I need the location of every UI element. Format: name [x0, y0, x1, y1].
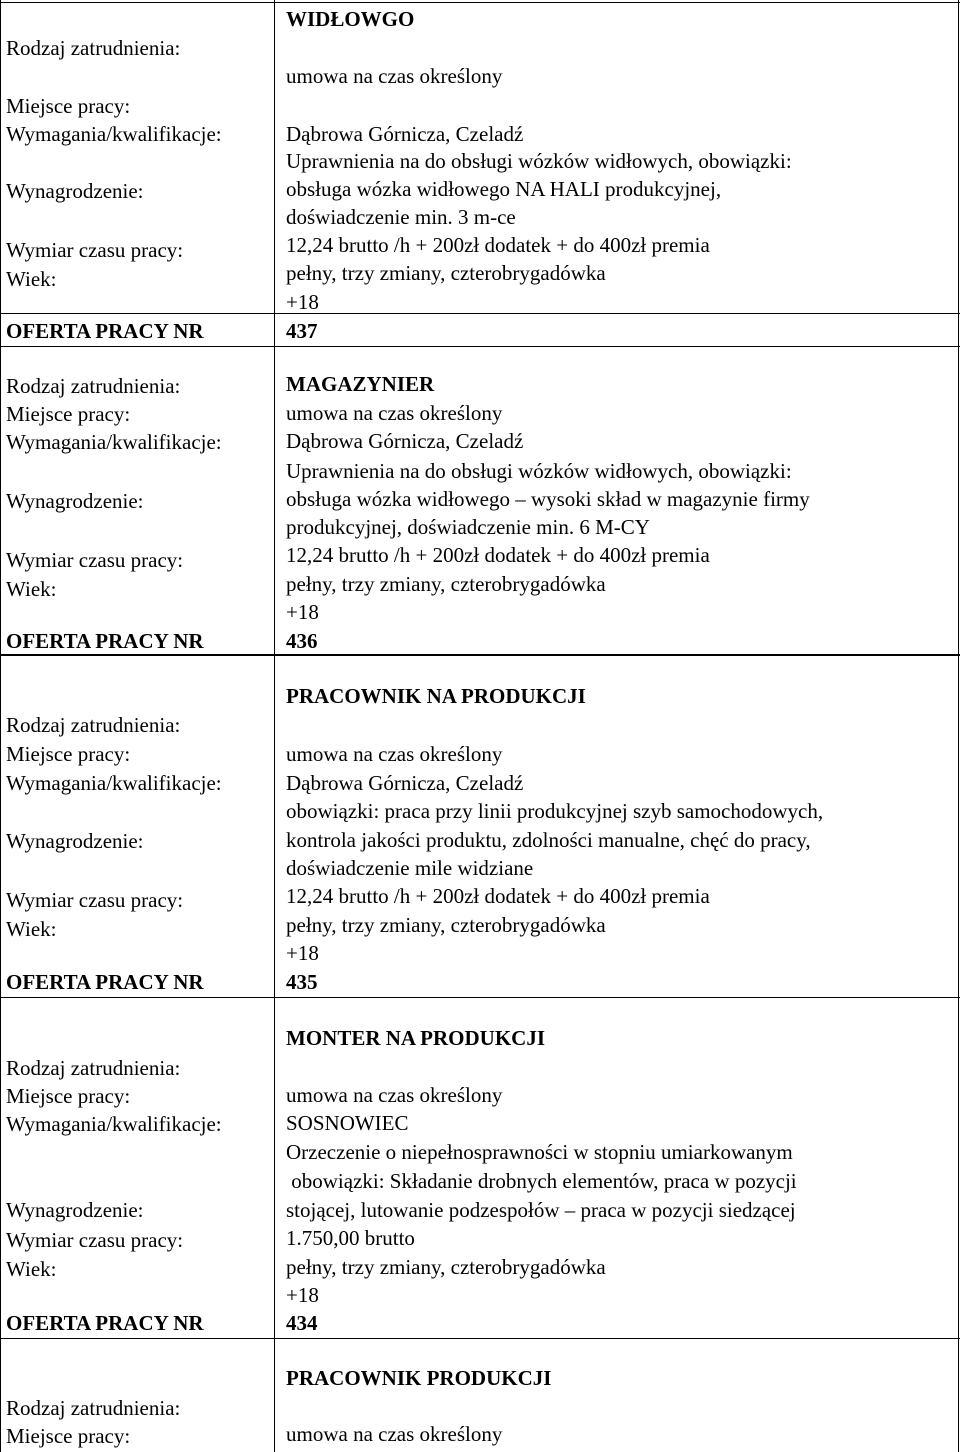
label-rodzaj: Rodzaj zatrudnienia:	[6, 1396, 181, 1420]
offer-wiek-value: +18	[286, 600, 319, 624]
label-rodzaj: Rodzaj zatrudnienia:	[6, 374, 181, 398]
offer-rodzaj-value: umowa na czas określony	[286, 64, 503, 88]
offer-wymagania-line: obsługa wózka widłowego – wysoki skład w magazynie firmy	[286, 487, 810, 511]
label-wymiar: Wymiar czasu pracy:	[6, 888, 184, 912]
row-divider	[0, 313, 960, 314]
label-wynagrodzenie: Wynagrodzenie:	[6, 829, 144, 853]
label-rodzaj: Rodzaj zatrudnienia:	[6, 713, 181, 737]
label-wymagania: Wymagania/kwalifikacje:	[6, 430, 222, 454]
offer-wymiar-value: pełny, trzy zmiany, czterobrygadówka	[286, 572, 606, 596]
row-divider	[0, 346, 960, 347]
offer-number-label: OFERTA PRACY NR	[6, 1311, 204, 1335]
offer-wymiar-value: pełny, trzy zmiany, czterobrygadówka	[286, 261, 606, 285]
offer-wynagrodzenie-value: 12,24 brutto /h + 200zł dodatek + do 400zł premia	[286, 884, 710, 908]
offer-wymagania-line: obsługa wózka widłowego NA HALI produkcyjnej,	[286, 177, 722, 201]
right-border	[958, 0, 959, 1452]
label-wynagrodzenie: Wynagrodzenie:	[6, 179, 144, 203]
label-wymiar: Wymiar czasu pracy:	[6, 238, 184, 262]
offer-wymagania-line: doświadczenie mile widziane	[286, 856, 534, 880]
offer-wiek-value: +18	[286, 290, 319, 314]
offer-wynagrodzenie-value: 12,24 brutto /h + 200zł dodatek + do 400zł premia	[286, 233, 710, 257]
row-divider	[0, 1338, 960, 1339]
label-wymiar: Wymiar czasu pracy:	[6, 1228, 184, 1252]
label-wymagania: Wymagania/kwalifikacje:	[6, 771, 222, 795]
label-wymiar: Wymiar czasu pracy:	[6, 548, 184, 572]
offer-wynagrodzenie-value: 12,24 brutto /h + 200zł dodatek + do 400zł premia	[286, 543, 710, 567]
offer-wymiar-value: pełny, trzy zmiany, czterobrygadówka	[286, 1255, 606, 1279]
label-wymagania: Wymagania/kwalifikacje:	[6, 1112, 222, 1136]
offer-miejsce-value: SOSNOWIEC	[286, 1111, 409, 1135]
offer-miejsce-value: Dąbrowa Górnicza, Czeladź	[286, 122, 524, 146]
offer-wymagania-line: doświadczenie min. 3 m-ce	[286, 205, 516, 229]
left-border	[0, 0, 1, 1452]
label-miejsce: Miejsce pracy:	[6, 94, 131, 118]
label-miejsce: Miejsce pracy:	[6, 402, 131, 426]
offer-title: MONTER NA PRODUKCJI	[286, 1026, 546, 1050]
row-divider	[0, 2, 960, 3]
offer-wymagania-line: Orzeczenie o niepełnosprawności w stopniu umiarkowanym	[286, 1140, 793, 1164]
label-wynagrodzenie: Wynagrodzenie:	[6, 1198, 144, 1222]
offer-title: PRACOWNIK NA PRODUKCJI	[286, 684, 586, 708]
offer-title: MAGAZYNIER	[286, 372, 435, 396]
offer-wymiar-value: pełny, trzy zmiany, czterobrygadówka	[286, 913, 606, 937]
offer-wiek-value: +18	[286, 941, 319, 965]
label-miejsce: Miejsce pracy:	[6, 742, 131, 766]
offer-wiek-value: +18	[286, 1283, 319, 1307]
label-wiek: Wiek:	[6, 1257, 57, 1281]
offer-number: 437	[286, 319, 318, 343]
offer-rodzaj-value: umowa na czas określony	[286, 742, 503, 766]
offer-number-label: OFERTA PRACY NR	[6, 970, 204, 994]
offer-title: WIDŁOWGO	[286, 7, 415, 31]
offer-number: 436	[286, 629, 318, 653]
label-wiek: Wiek:	[6, 917, 57, 941]
offer-wymagania-line: kontrola jakości produktu, zdolności manualne, chęć do pracy,	[286, 828, 811, 852]
row-divider	[0, 997, 960, 998]
offer-wymagania-line: stojącej, lutowanie podzespołów – praca w pozycji siedzącej	[286, 1198, 796, 1222]
label-miejsce: Miejsce pracy:	[6, 1424, 131, 1448]
label-miejsce: Miejsce pracy:	[6, 1084, 131, 1108]
offer-wymagania-line: produkcyjnej, doświadczenie min. 6 M-CY	[286, 515, 650, 539]
offer-wymagania-line: obowiązki: Składanie drobnych elementów, praca w pozycji	[286, 1169, 797, 1193]
offer-number-label: OFERTA PRACY NR	[6, 629, 204, 653]
column-divider	[274, 0, 275, 1452]
label-wynagrodzenie: Wynagrodzenie:	[6, 489, 144, 513]
offer-number: 435	[286, 970, 318, 994]
label-rodzaj: Rodzaj zatrudnienia:	[6, 1056, 181, 1080]
offer-title: PRACOWNIK PRODUKCJI	[286, 1366, 552, 1390]
label-wymagania: Wymagania/kwalifikacje:	[6, 122, 222, 146]
offer-miejsce-value: Dąbrowa Górnicza, Czeladź	[286, 429, 524, 453]
label-wiek: Wiek:	[6, 577, 57, 601]
offer-miejsce-value: Dąbrowa Górnicza, Czeladź	[286, 771, 524, 795]
offer-rodzaj-value: umowa na czas określony	[286, 1422, 503, 1446]
offer-number-label: OFERTA PRACY NR	[6, 319, 204, 343]
offer-number: 434	[286, 1311, 318, 1335]
offer-wymagania-line: Uprawnienia na do obsługi wózków widłowych, obowiązki:	[286, 149, 792, 173]
offer-rodzaj-value: umowa na czas określony	[286, 1083, 503, 1107]
offer-wymagania-line: obowiązki: praca przy linii produkcyjnej szyb samochodowych,	[286, 799, 824, 823]
label-wiek: Wiek:	[6, 267, 57, 291]
offer-rodzaj-value: umowa na czas określony	[286, 401, 503, 425]
label-rodzaj: Rodzaj zatrudnienia:	[6, 36, 181, 60]
offer-wymagania-line: Uprawnienia na do obsługi wózków widłowych, obowiązki:	[286, 459, 792, 483]
offer-wynagrodzenie-value: 1.750,00 brutto	[286, 1226, 415, 1250]
